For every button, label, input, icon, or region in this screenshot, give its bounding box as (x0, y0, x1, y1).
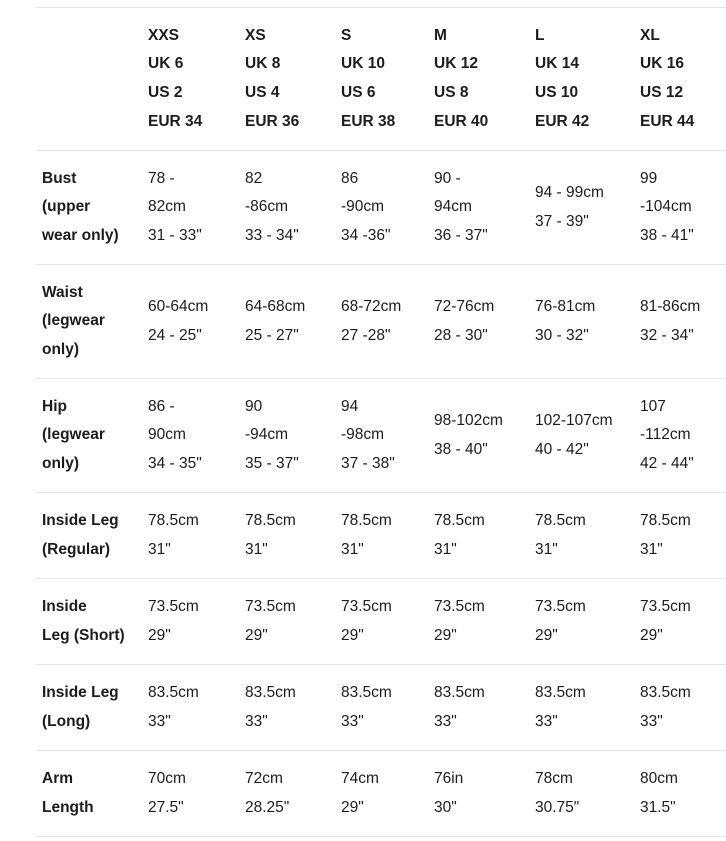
row-label-line: Hip (42, 397, 67, 415)
cell-line: 64-68cm (245, 297, 306, 315)
cell-line: 28.25" (245, 798, 290, 816)
cell-line: 31" (640, 540, 663, 558)
cell-line: 78cm (535, 769, 573, 787)
arm-cell-xxs (148, 751, 245, 837)
cell-line: 73.5cm (535, 597, 586, 615)
cell-line: 27.5" (148, 798, 184, 816)
size-label: XXS (148, 26, 180, 44)
leg-short-cell-xs (245, 579, 341, 665)
waist-cell-l (535, 265, 640, 379)
cell-line: 83.5cm (535, 683, 586, 701)
cell-line: 73.5cm (148, 597, 199, 615)
cell-line: 31" (148, 540, 171, 558)
cell-line: 33" (434, 712, 457, 730)
row-label-line: (upper (42, 198, 91, 216)
waist-cell-xxs (148, 265, 245, 379)
bust-cell-s (341, 151, 434, 265)
size-uk: UK 10 (341, 55, 385, 73)
size-uk: UK 14 (535, 55, 579, 73)
row-label-line: wear only) (42, 226, 119, 244)
cell-line: 81-86cm (640, 297, 701, 315)
leg-short-cell-l (535, 579, 640, 665)
leg-long-cell-m (434, 665, 535, 751)
size-header-s (341, 8, 434, 151)
size-uk: UK 12 (434, 55, 478, 73)
size-label: S (341, 26, 352, 44)
cell-line: 78.5cm (535, 511, 586, 529)
cell-line: 28 - 30" (434, 326, 488, 344)
measurement-row-arm-length (36, 751, 726, 837)
cell-line: 90 - (434, 169, 461, 187)
size-eur: EUR 44 (640, 112, 695, 130)
measurement-row-inside-leg-long (36, 665, 726, 751)
size-eur: EUR 42 (535, 112, 590, 130)
row-label-line: Inside (42, 597, 87, 615)
leg-short-cell-xl (640, 579, 726, 665)
cell-line: 35 - 37" (245, 454, 299, 472)
cell-line: 78.5cm (640, 511, 691, 529)
cell-line: 73.5cm (245, 597, 296, 615)
row-label-bust (36, 151, 148, 265)
cell-line: 27 -28" (341, 326, 391, 344)
cell-line: 76-81cm (535, 297, 596, 315)
cell-line: 86 - (148, 397, 175, 415)
row-label-line: Arm (42, 769, 74, 787)
cell-line: 33" (341, 712, 364, 730)
cell-line: 34 -36" (341, 226, 391, 244)
arm-cell-xs (245, 751, 341, 837)
cell-line: 60-64cm (148, 297, 209, 315)
cell-line: 29" (640, 626, 663, 644)
cell-line: 34 - 35" (148, 454, 202, 472)
row-label-waist (36, 265, 148, 379)
hip-cell-l (535, 379, 640, 493)
cell-line: 33" (535, 712, 558, 730)
cell-line: 36 - 37" (434, 226, 488, 244)
row-label-line: Inside Leg (42, 683, 119, 701)
size-header-xl (640, 8, 726, 151)
size-us: US 4 (245, 84, 280, 101)
cell-line: 33" (245, 712, 268, 730)
cell-line: 94 (341, 397, 359, 415)
row-label-line: only) (42, 340, 80, 358)
size-label: M (434, 26, 447, 44)
leg-regular-cell-l (535, 493, 640, 579)
cell-line: 73.5cm (341, 597, 392, 615)
cell-line: 31 - 33" (148, 226, 202, 244)
cell-line: 37 - 39" (535, 212, 589, 230)
cell-line: 98-102cm (434, 411, 503, 429)
leg-regular-cell-m (434, 493, 535, 579)
hip-cell-xl (640, 379, 726, 493)
bust-cell-xxs (148, 151, 245, 265)
row-label-line: (legwear (42, 312, 105, 330)
row-label-line: Bust (42, 169, 77, 187)
size-us: US 6 (341, 84, 376, 101)
hip-cell-xs (245, 379, 341, 493)
cell-line: 29" (341, 626, 364, 644)
row-label-line: (Regular) (42, 540, 111, 558)
measurement-row-inside-leg-regular (36, 493, 726, 579)
cell-line: 78.5cm (434, 511, 485, 529)
cell-line: 73.5cm (434, 597, 485, 615)
cell-line: 74cm (341, 769, 379, 787)
cell-line: 83.5cm (148, 683, 199, 701)
leg-long-cell-xxs (148, 665, 245, 751)
cell-line: 107 (640, 397, 666, 415)
cell-line: 31.5" (640, 798, 676, 816)
cell-line: 40 - 42" (535, 440, 589, 458)
cell-line: 72-76cm (434, 297, 495, 315)
row-label-line: Length (42, 798, 94, 816)
cell-line: 78.5cm (245, 511, 296, 529)
measurement-row-inside-leg-short (36, 579, 726, 665)
leg-regular-cell-xxs (148, 493, 245, 579)
cell-line: 33 - 34" (245, 226, 299, 244)
hip-cell-m (434, 379, 535, 493)
cell-line: 102-107cm (535, 411, 613, 429)
bust-cell-l (535, 151, 640, 265)
leg-long-cell-l (535, 665, 640, 751)
size-label: XS (245, 26, 266, 44)
leg-regular-cell-xs (245, 493, 341, 579)
cell-line: 29" (434, 626, 457, 644)
cell-line: 37 - 38" (341, 454, 395, 472)
row-label-line: Leg (Short) (42, 626, 125, 644)
cell-line: 32 - 34" (640, 326, 694, 344)
row-label-inside-leg-regular (36, 493, 148, 579)
bust-cell-xl (640, 151, 726, 265)
cell-line: 86 (341, 169, 359, 187)
cell-line: 29" (245, 626, 268, 644)
arm-cell-m (434, 751, 535, 837)
size-eur: EUR 40 (434, 112, 489, 130)
cell-line: 29" (341, 798, 364, 816)
cell-line: 24 - 25" (148, 326, 202, 344)
size-eur: EUR 36 (245, 112, 300, 130)
row-label-arm-length (36, 751, 148, 837)
waist-cell-xl (640, 265, 726, 379)
cell-line: -94cm (245, 426, 289, 444)
cell-line: 31" (245, 540, 268, 558)
size-uk: UK 8 (245, 55, 281, 73)
cell-line: 25 - 27" (245, 326, 299, 344)
measurement-row-bust (36, 151, 726, 265)
cell-line: 82 (245, 169, 263, 187)
row-label-hip (36, 379, 148, 493)
cell-line: 78 - (148, 169, 175, 187)
cell-line: 83.5cm (434, 683, 485, 701)
cell-line: 83.5cm (640, 683, 691, 701)
size-guide-table (36, 7, 726, 837)
measurement-row-waist (36, 265, 726, 379)
size-eur: EUR 38 (341, 112, 396, 130)
row-label-line: (Long) (42, 712, 91, 730)
waist-cell-xs (245, 265, 341, 379)
size-uk: UK 6 (148, 55, 184, 73)
cell-line: 73.5cm (640, 597, 691, 615)
hip-cell-s (341, 379, 434, 493)
cell-line: 33" (148, 712, 171, 730)
size-us: US 8 (434, 84, 469, 101)
cell-line: 31" (535, 540, 558, 558)
leg-short-cell-m (434, 579, 535, 665)
size-header-l (535, 8, 640, 151)
cell-line: 82cm (148, 198, 186, 216)
arm-cell-xl (640, 751, 726, 837)
bust-cell-m (434, 151, 535, 265)
cell-line: -90cm (341, 198, 385, 216)
size-header-m (434, 8, 535, 151)
cell-line: 83.5cm (341, 683, 392, 701)
cell-line: -104cm (640, 198, 692, 216)
bust-cell-xs (245, 151, 341, 265)
measurement-row-hip (36, 379, 726, 493)
cell-line: 68-72cm (341, 297, 402, 315)
size-us: US 12 (640, 84, 684, 101)
row-label-inside-leg-short (36, 579, 148, 665)
leg-long-cell-s (341, 665, 434, 751)
cell-line: 94 - 99cm (535, 183, 604, 201)
cell-line: 94cm (434, 198, 472, 216)
cell-line: -112cm (640, 426, 691, 444)
arm-cell-l (535, 751, 640, 837)
cell-line: 90cm (148, 426, 186, 444)
hip-cell-xxs (148, 379, 245, 493)
cell-line: 72cm (245, 769, 283, 787)
leg-regular-cell-s (341, 493, 434, 579)
waist-cell-s (341, 265, 434, 379)
cell-line: -98cm (341, 426, 385, 444)
leg-long-cell-xs (245, 665, 341, 751)
row-label-inside-leg-long (36, 665, 148, 751)
leg-regular-cell-xl (640, 493, 726, 579)
cell-line: 38 - 41" (640, 226, 694, 244)
size-eur: EUR 34 (148, 112, 203, 130)
cell-line: 42 - 44" (640, 454, 694, 472)
header-corner-cell (36, 8, 148, 151)
cell-line: 78.5cm (341, 511, 392, 529)
cell-line: 99 (640, 169, 658, 187)
size-us: US 2 (148, 84, 183, 101)
size-label: XL (640, 26, 660, 44)
cell-line: 38 - 40" (434, 440, 488, 458)
leg-long-cell-xl (640, 665, 726, 751)
cell-line: 31" (434, 540, 457, 558)
cell-line: 30.75" (535, 798, 580, 816)
cell-line: 30 - 32" (535, 326, 589, 344)
size-label: L (535, 26, 545, 44)
size-header-xxs (148, 8, 245, 151)
waist-cell-m (434, 265, 535, 379)
size-us: US 10 (535, 84, 579, 101)
row-label-line: only) (42, 454, 80, 472)
cell-line: 80cm (640, 769, 678, 787)
cell-line: 76in (434, 769, 464, 787)
leg-short-cell-xxs (148, 579, 245, 665)
size-header-row (36, 8, 726, 151)
size-header-xs (245, 8, 341, 151)
cell-line: -86cm (245, 198, 289, 216)
cell-line: 29" (148, 626, 171, 644)
cell-line: 33" (640, 712, 663, 730)
cell-line: 31" (341, 540, 364, 558)
cell-line: 29" (535, 626, 558, 644)
cell-line: 78.5cm (148, 511, 199, 529)
cell-line: 30" (434, 798, 457, 816)
row-label-line: (legwear (42, 426, 105, 444)
cell-line: 90 (245, 397, 263, 415)
size-uk: UK 16 (640, 55, 684, 73)
arm-cell-s (341, 751, 434, 837)
row-label-line: Waist (42, 283, 83, 301)
row-label-line: Inside Leg (42, 511, 119, 529)
cell-line: 70cm (148, 769, 186, 787)
cell-line: 83.5cm (245, 683, 296, 701)
leg-short-cell-s (341, 579, 434, 665)
